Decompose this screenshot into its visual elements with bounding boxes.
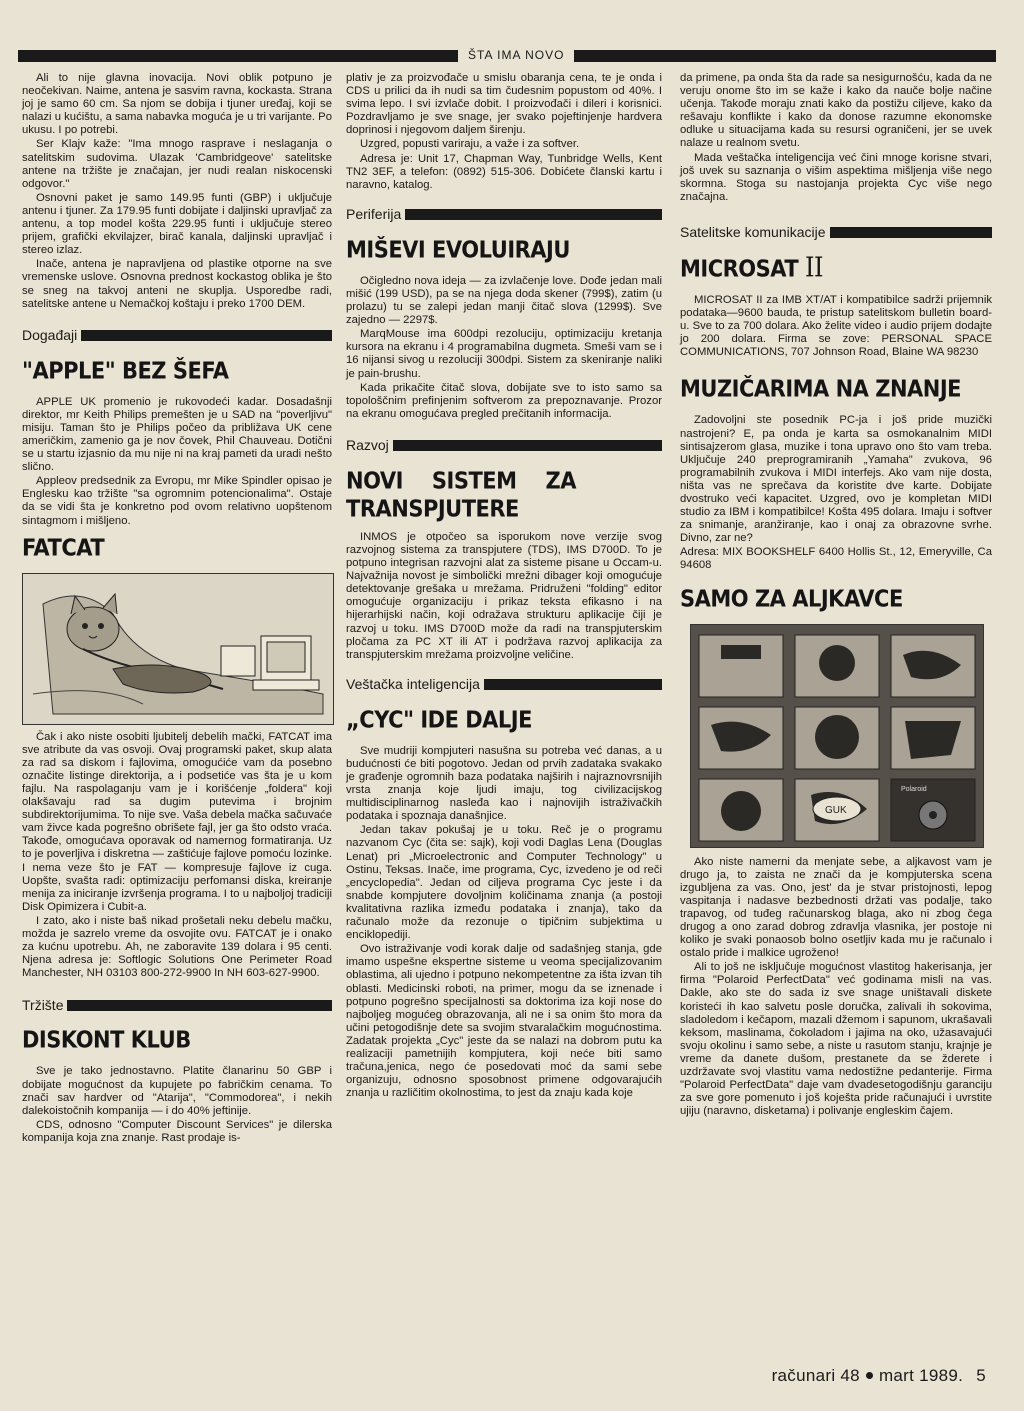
paragraph: Zadovoljni ste posednik PC-ja i još pride muzički nastrojeni? E, pa onda je karta sa osmokanalnim MIDI sintisajzerom glasa, muzike i tona upravo ono što vam treba. Uključuje 240 preprogramiranih „Yamaha" zvukova, 96 programabilnih zvukova i MIDI interfejs. Ako vam nije dosta, ništa vas ne sprečava da koristite dve karte. Dobijate dvostruko veći kapacitet. Uzgred, ovo je kompletan MIDI studio za IBM i kompatibilce! Košta 495 dolara. Imaju i softver za snimanje, aranžiranje, kao i onaj za obrazovne svrhe. Divno, zar ne? (680, 414, 992, 545)
fat-cat-drawing (23, 574, 333, 724)
paragraph: INMOS je otpočeo sa isporukom nove verzije svog razvojnog sistema za transpjutere (TDS), IMS D700D. To je potpuno integrisan razvojni alat za sisteme pisane u Occam-u. Najvažnija novost je simbolički mrežni dibager koji omogućuje detektovanje grešaka u mrežama. Pridruženi "folding" editor omogućuje organizaciju i prikaz teksta efikasno i na hijerarhijski način, koji odražava strukturu aplikacije čiji je razvoj u toku. IMS D700D može da radi na transpjuterskim pločama za PC XT ili AT i podržava razvoj aplikacija za transpjuterskim mrežama proizvoljne veličine. (346, 530, 662, 661)
headline-diskont: DISKONT KLUB (22, 1026, 191, 1054)
section-header-trziste (22, 994, 332, 1016)
section-label: Satelitske komunikacije (680, 224, 826, 241)
headline-sistem: NOVI SISTEM ZA TRANSPJUTERE (346, 466, 576, 522)
disk-stamp-text: GUK (825, 804, 847, 816)
figure-brand-label: Polaroid (901, 785, 927, 793)
section-rule (67, 1000, 332, 1011)
paragraph: Ali to nije glavna inovacija. Novi oblik potpuno je neočekivan. Naime, antena je sasvim ravna, kockasta. Strana joj je samo 60 cm. Sa njom se dobija i tjuner uređaj, koji se nalazi u kućištu, a sama nabavka moguća je u tri varijante. Po ukusu. I po potrebi. (22, 72, 332, 137)
section-rule (830, 227, 992, 238)
column-2 (346, 72, 662, 1101)
paragraph: Adresa: MIX BOOKSHELF 6400 Hollis St., 12, Emeryville, Ca 94608 (680, 546, 992, 572)
header-bar (18, 50, 996, 62)
paragraph: Ser Klajv kaže: "Ima mnogo rasprave i neslaganja o satelitskim sudovima. Ulazak 'Cambridgeove' satelitske antene na tržište je značajan, jer nudi realan niskocenski odgovor." (22, 138, 332, 190)
paragraph: Ako niste namerni da menjate sebe, a aljkavost vam je drugo ja, to zaista ne znači da je kompjuterska scena izgubljena za vas. Ono, jest' da je stvar pristojnosti, lepog vaspitanja i nadasve bezbednosti držati vas podalje, tako trapavog, od tuđeg računarskog blaga, ako ni zbog čega drugog a ono zarad dobrog zdravlja vlasnika, jer postoje ni koliko je svaki ponaosob bolno osetljiv kada mu je računalo i ostalo pride i malkice ugroženo! (680, 855, 992, 960)
paragraph: Uzgred, popusti variraju, a važe i za softver. (360, 138, 580, 151)
paragraph: APPLE UK promenio je rukovodeći kadar. Dosadašnji direktor, mr Keith Philips premešten je u SAD na "poverljivu" misiju. Taman što je Philips počeo da približava UK cene američkim, zamenio ga je nov čovek, Phil Chauveau. Dotični se u startu izjasnio da mu nije ni na kraj pameti da uradi nešto slično. (22, 395, 332, 474)
headline-muzicarima: MUZIČARIMA NA ZNANJE (680, 375, 962, 403)
paragraph: CDS, odnosno "Computer Discount Services" je dilerska kompanija koja zna znanje. Rast prodaje is- (22, 1118, 332, 1144)
paragraph: da primene, pa onda šta da rade sa nesigurnošću, kada da ne veruju onome što im se kaže i kako da nauče bolje načine učenja. Takođe moraju znati kako da postižu ciljeve, kako da rešavaju konflikte i kako da donose razumne ekonomske odluke u situacijama kada su resursi ograničeni, jer se uvek nalaze u realnom svetu. (680, 72, 992, 150)
disk-illustration-grid (690, 624, 984, 848)
section-rule (393, 440, 662, 451)
section-rule (81, 330, 332, 341)
headline-aljkavce: SAMO ZA ALJKAVCE (680, 584, 903, 612)
paragraph: I zato, ako i niste baš nikad prošetali neku debelu mačku, možda je sazrelo vreme da osvojite ovu. FATCAT je i onako za kućnu upotrebu. Ah, ne zaboravite 139 dolara i 95 centi. Njena adresa je: Softlogic Solutions One Perimeter Road Manchester, NH 03103 800-272-9900 In NH 603-627-9900. (22, 914, 332, 980)
section-label: Veštačka inteligencija (346, 676, 480, 693)
column-1 (22, 72, 332, 1146)
paragraph: Osnovni paket je samo 149.95 funti (GBP) i uključuje antenu i tjuner. Za 179.95 funti dobijate i daljinski upravljač za antenu, a top model košta 229.95 funti i uključuje stereo prijem, grafički ekvilajzer, birač kanala, daljinski upravljač i stereo izlaz. (22, 191, 332, 257)
section-header-dogadjaji (22, 325, 332, 347)
paragraph: Sve mudriji kompjuteri nasušna su potreba već danas, a u budućnosti će biti pogotovo. Jedan od prvih zadataka svakako je građenje ogromnih baza podataka najširih i najraznovrsnijih vrsta znanja koje ljudi imaju, tog civilizacijskog multidisciplinarnog nasleđa kao i najnovijih istraživačkih podataka i spoznaja današnjice. (346, 744, 662, 823)
paragraph: MarqMouse ima 600dpi rezoluciju, optimizaciju kretanja kursora na ekranu i 4 programabilna dugmeta. Smeši vam se i 16 nijansi sivog u rezoluciji 300dpi. Sistem za skeniranje naliki je pain-brushu. (346, 328, 662, 380)
section-label: Periferija (346, 206, 402, 223)
paragraph: Appleov predsednik za Evropu, mr Mike Spindler opisao je Englesku kao tržište "sa ogromnim potencionalima". Ostaje da se vidi šta je konkretno pod ovom relativno uopštenom sintagmom i mišljeno. (22, 475, 332, 527)
bullet-dot (866, 1372, 873, 1379)
headline-microsat (680, 251, 992, 284)
headline-fatcat: FATCAT (22, 533, 105, 561)
headline-microsat-text: MICROSAT (680, 255, 799, 282)
paragraph: Mada veštačka inteligencija već čini mnoge korisne stvari, još uvek su saznanja o višim aspektima mišljenja više nego skormna. Stoga su nastojanja projekta Cyc više nego značajna. (680, 151, 992, 203)
paragraph: Ovo istraživanje vodi korak dalje od sadašnjeg stanja, gde imamo uspešne ekspertne sisteme u veoma specijalizovanim oblastima, ali ujedno i potpuno nekompetentne za išta izvan tih oblasti. Medicinski roboti, na primer, mogu da se iznenade i potpuno pogrešno specijalnosti sa doktorima iza koji nose do najboljeg mogućeg obrazovanja, ali ne i sa onim što mora da učini petogodišnje dete sa svojim stvaralačkim mogućnostima. Zadatak projekta „Cyc" jeste da se nalazi na dobrom putu ka realizaciji pametnijih kompjutera, koji neće biti samo tračuna,jenica, nego će posedovati moć da sami sebe organizuju, odnosno sposobnost primene odgovarajućih znanja u različitim okolnostima, to jest da znaju kada koje (346, 943, 662, 1100)
stained-diskettes-drawing (691, 625, 983, 847)
section-label: Događaji (22, 327, 78, 344)
paragraph: Jedan takav pokušaj je u toku. Reč je o programu nazvanom Cyc (čita se: sajk), koji vodi Daglas Lena (Douglas Lenat) pri „Microelectronic and Computer Technology" u Ostinu, Teksas. Inače, ime programa, Cyc, izvedeno je od reči „encyclopedia". Jedan od ciljeva programa Cyc jeste i da snabde kompjutere dovoljnim količinama znanja (a postoji kvalitativna razlika između podataka i znanja), tako da računalo može da rezonuje o tipičnim subjektima u enciklopediji. (346, 824, 662, 942)
section-label: Tržište (22, 996, 64, 1013)
paragraph: Adresa je: Unit 17, Chapman Way, Tunbridge Wells, Kent TN2 3EF, a telefon: (0892) 515-306. Dobićete članski kartu i naravno, katalog. (346, 152, 662, 191)
paragraph: MICROSAT II za IMB XT/AT i kompatibilce sadrži prijemnik podataka—9600 bauda, te pristup satelitskom bulletin board-u. Sve to za 700 dolara. Ako želite video i audio prijem dodajte jo 200 dolara. Firma se zove: PERSONAL SPACE COMMUNICATIONS, 707 Johnson Road, Blaine WA 98230 (680, 293, 992, 359)
section-header-razvoj (346, 435, 662, 457)
paragraph: Kada prikačite čitač slova, dobijate sve to isto samo sa topološčnim prefinjenim softverom za prepoznavanje. Prozor na ekranu omogućava pregled prečitanih informacija. (346, 381, 662, 420)
paragraph: Ali to još ne isključuje mogućnost vlastitog hakerisanja, jer firma "Polaroid PerfectData" već godinama misli na vas. Dakle, ako ste do sada iz sve snage uništavali diskete koristeći ih kao salvetu posle doručka, zalivali ih sokovima, sladoledom i kečapom, mazali džemom i sapunom, ukrašavali keksom, maslinama, čokoladom i jajima na oko, užasavajući svoju okolinu i samo sebe, a niste u rasutom stanju, krajnje je vreme da danete dušom, prestanete da se žderete i uzdržavate svoj vlastitu vama nedostižne pedanterije. Firma "Polaroid PerfectData" daje vam dvadesetogodišnju garanciju za sve gore pomenuto i još koješta pride računajući i uvrstite ujiju (naravno, disketama) i polivanje engleskim čajem. (680, 961, 992, 1118)
fatcat-illustration (22, 573, 334, 725)
section-rule (484, 679, 662, 690)
headline-misevi: MIŠEVI EVOLUIRAJU (346, 235, 570, 263)
page-footer (772, 1366, 986, 1386)
header-label: ŠTA IMA NOVO (458, 47, 574, 63)
paragraph: Očigledno nova ideja — za izvlačenje love. Dođe jedan mali mišić (199 USD), pa se na njega doda skener (799$), zatim (u prolazu) tu se zalepi jedan manji čitač slova (1299$). Sve zajedno — 2297$. (346, 274, 662, 327)
headline-cyc: „CYC" IDE DALJE (346, 705, 532, 733)
footer-page-number: 5 (976, 1366, 986, 1385)
section-header-satelitske (680, 222, 992, 244)
section-label: Razvoj (346, 437, 389, 454)
footer-date: mart 1989. (878, 1366, 964, 1385)
headline-microsat-roman: II (805, 251, 823, 284)
paragraph: Sve je tako jednostavno. Platite članarinu 50 GBP i dobijate mogućnost da kupujete po fabričkim cenama. To znači sav hardver od "Atarija", "Commodorea", i nekih dalekoistočnih kompanija — i do 40% jeftinije. (22, 1065, 332, 1117)
section-header-vestacka (346, 674, 662, 696)
paragraph: Inače, antena je napravljena od plastike otporne na sve vremenske uslove. Osnovna prednost kockastog oblika je što se sneg na takvoj anteni ne skuplja. Usporedbe radi, satelitske antene u Nemačkoj koštaju i preko 1700 DEM. (22, 258, 332, 310)
section-rule (405, 209, 662, 220)
section-header-periferija (346, 204, 662, 226)
column-3 (680, 72, 992, 1119)
headline-apple: "APPLE" BEZ ŠEFA (22, 356, 229, 384)
paragraph: Čak i ako niste osobiti ljubitelj debelih mački, FATCAT ima sve atribute da vas osvoji. Ovaj programski paket, skup alata za rad sa diskom i fajlovima, omogućiće vam da posebno označite listinge direktorija, a i podsetiće vas šta je u kom fajlu. Na raspolaganju vam je i korišćenje „foldera" koji olakšavaju rad sa dugim putevima i brojnim subdirektorijumima. To nije sve. Vaša debela mačka sačuvaće vam živce kada pogrešno obrišete fajl, jer ga što odsto vraća. Takođe, omogućava oporavak od namernog formatiranja. Uz to je poverljiva i diskretna — zaštićuje fajlove pomoću lozinke. I nema veze što je FAT — kompresuje fajlove iz cuga. Uopšte, svašta radi: optimizaciju perfomansi diska, kreiranje menija za iniciranje izvršenja programa. I to u najboljoj tradiciji Disk Opimizera i Cubit-a. (22, 730, 332, 913)
footer-magazine: računari 48 (771, 1366, 860, 1385)
paragraph: plativ je za proizvođače u smislu obaranja cena, te je onda i CDS u prilici da ih nudi sa tim čudesnim popustom od 40%. I svima lepo. I svi izvlače dobit. I proizvođači i dileri i korisnici. Pozdravljamo je sve snage, jer svako pojeftinjenje hardvera doprinosi i njegovom daljem širenju. (346, 72, 662, 137)
